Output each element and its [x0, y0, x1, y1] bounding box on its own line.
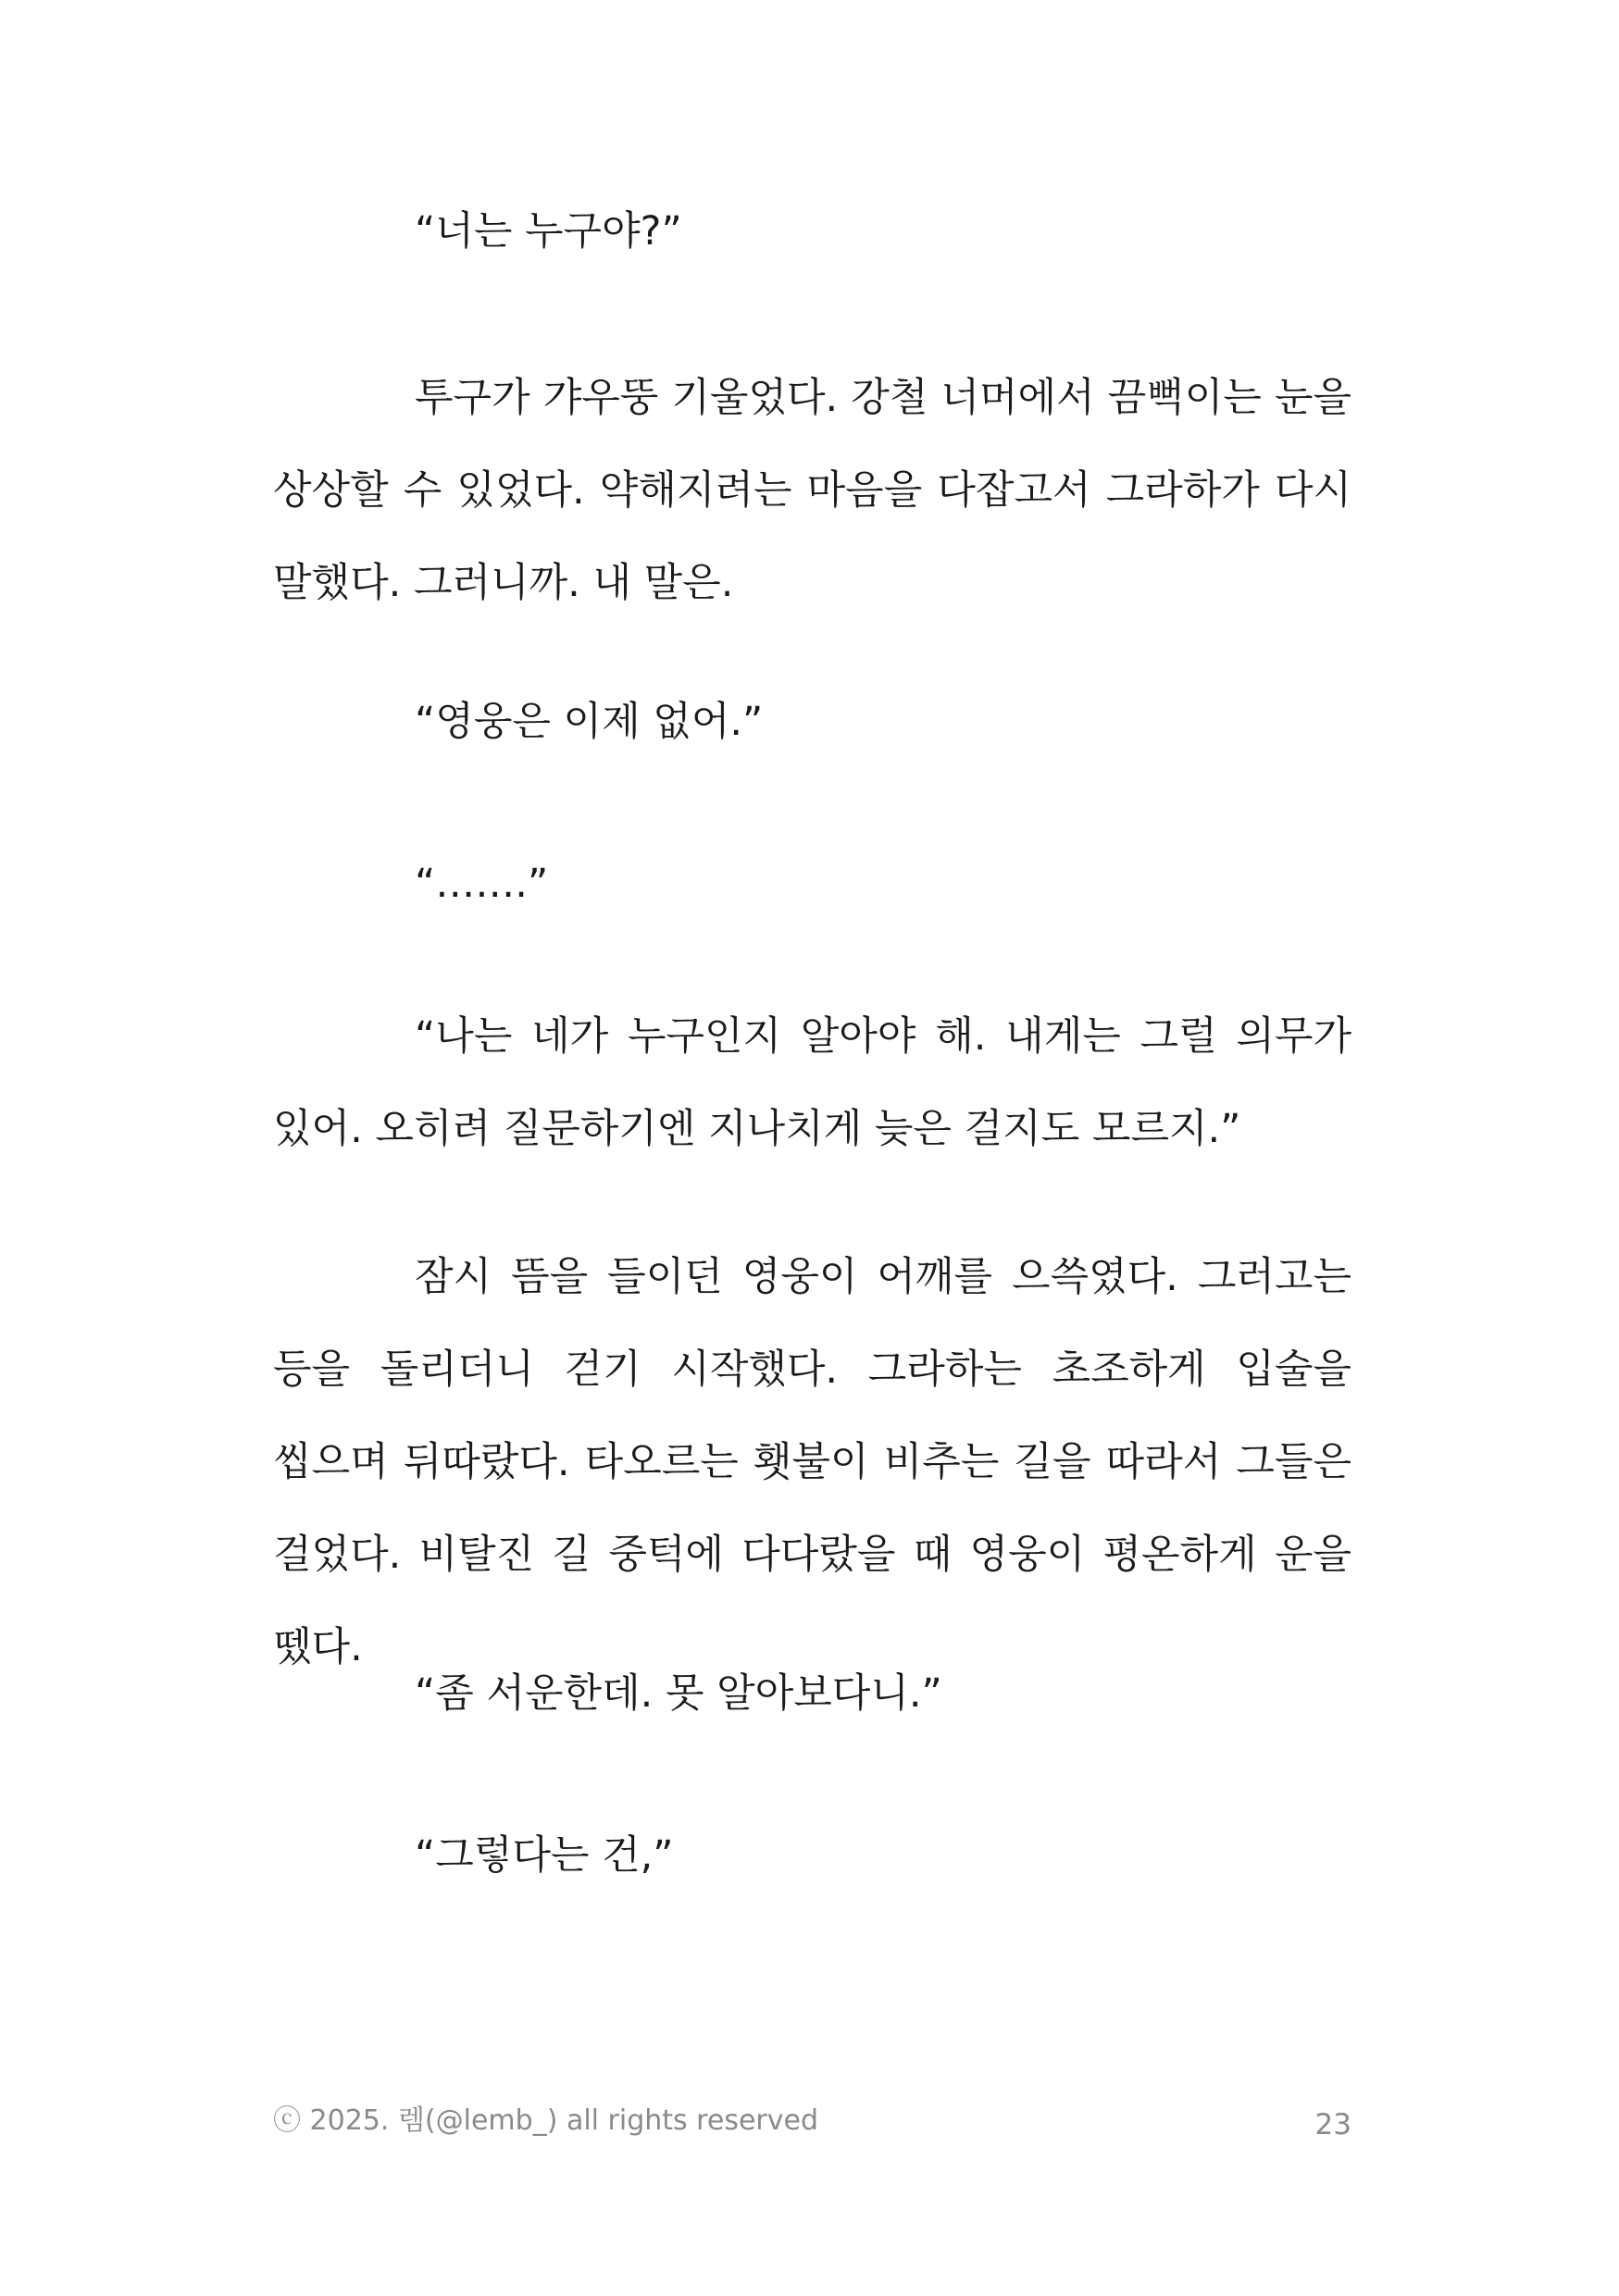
dialogue-paragraph: “너는 누구야?” [415, 208, 682, 254]
narration-paragraph: 잠시 뜸을 들이던 영웅이 어깨를 으쓱였다. 그러고는 등을 돌리더니 걷기 시작했다. 그라하는 초조하게 입술을 씹으며 뒤따랐다. 타오르는 횃불이 비추는 길을 따라서 그들은 걸었다. 비탈진 길 중턱에 다다랐을 때 영웅이 평온하게 운을 뗐다. [273, 1254, 1351, 1670]
page-number: 23 [1314, 2108, 1351, 2141]
dialogue-paragraph: “좀 서운한데. 못 알아보다니.” [415, 1670, 942, 1717]
dialogue-paragraph: “그렇다는 건,” [415, 1832, 674, 1879]
dialogue-paragraph: “…….” [415, 861, 549, 907]
dialogue-paragraph: “영웅은 이제 없어.” [415, 699, 764, 745]
narration-paragraph: 투구가 갸우뚱 기울었다. 강철 너머에서 끔뻑이는 눈을 상상할 수 있었다. 약해지려는 마음을 다잡고서 그라하가 다시 말했다. 그러니까. 내 말은. [273, 375, 1351, 606]
copyright-notice: ⓒ 2025. 렘(@lemb_) all rights reserved [273, 2104, 818, 2137]
dialogue-paragraph: “나는 네가 누구인지 알아야 해. 내게는 그럴 의무가 있어. 오히려 질문하기엔 지나치게 늦은 걸지도 모르지.” [273, 1013, 1351, 1152]
